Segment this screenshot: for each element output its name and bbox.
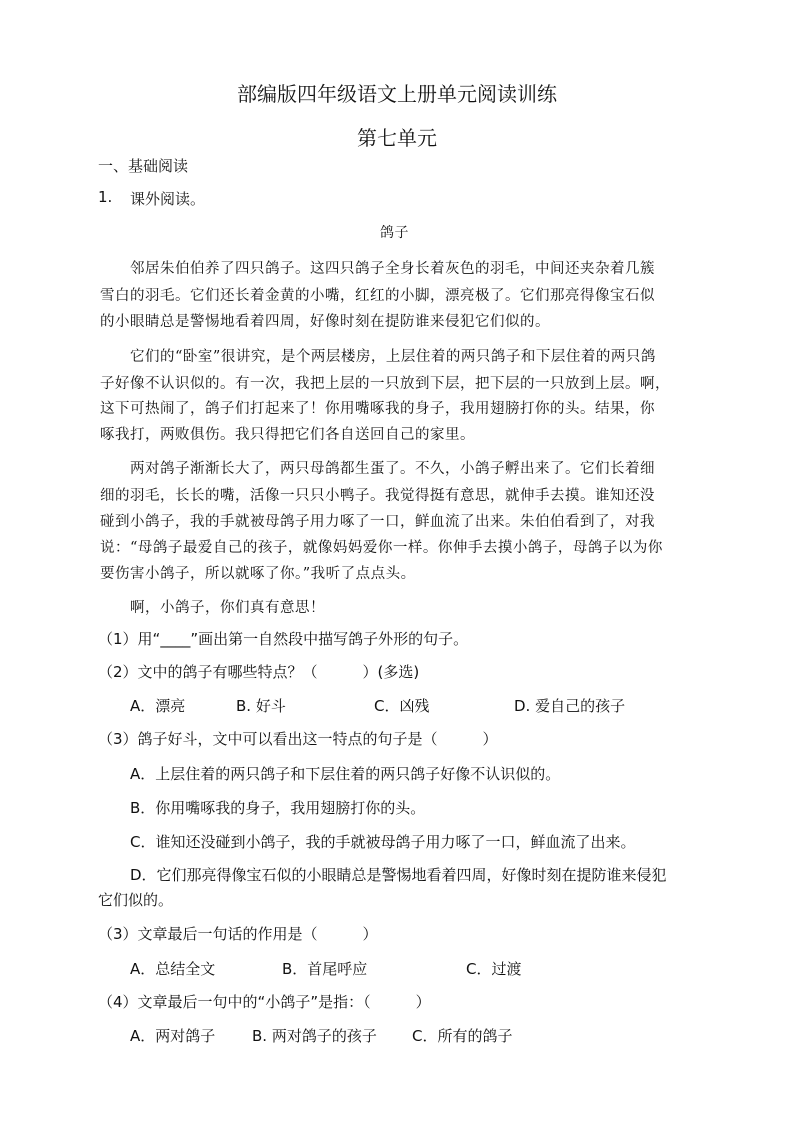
story-title: 鸽子 [380,225,409,241]
story-line: 啊，小鸽子，你们真有意思！ [130,600,325,616]
story-line: 雪白的羽毛。它们还长着金黄的小嘴，红红的小脚，漂亮极了。它们那亮得像宝石似 [100,288,655,304]
option-b[interactable]: B．首尾呼应 [282,960,368,978]
option-d[interactable]: D．它们那亮得像宝石似的小眼睛总是警惕地看着四周，好像时刻在提防谁来侵犯 [130,866,667,884]
story-line: 这下可热闹了，鸽子们打起来了！你用嘴啄我的身子，我用翅膀打你的头。结果，你 [100,401,655,417]
sub-question-4: （3）文章最后一句话的作用是（ ） [98,925,378,943]
question-number: 1. [98,188,113,206]
option-a[interactable]: A．两对鸽子 [130,1027,216,1045]
story-line: 啄我打，两败俱伤。我只得把它们各自送回自己的家里。 [100,427,475,443]
sub-question-3: （3）鸽子好斗，文中可以看出这一特点的句子是（ ） [98,730,498,748]
story-line: 子好像不认识似的。有一次，我把上层的一只放到下层，把下层的一只放到上层。啊， [100,376,670,392]
story-line: 邻居朱伯伯养了四只鸽子。这四只鸽子全身长着灰色的羽毛，中间还夹杂着几簇 [130,261,655,277]
sub-question-5: （4）文章最后一句中的“小鸽子”是指：（ ） [98,993,431,1011]
question-intro: 课外阅读。 [130,190,206,208]
story-line: 两对鸽子渐渐长大了，两只母鸽都生蛋了。不久，小鸽子孵出来了。它们长着细 [130,461,655,477]
sub-question-2: （2）文中的鸽子有哪些特点？（ ）(多选) [98,663,420,681]
option-c[interactable]: C．凶残 [374,697,430,715]
option-a[interactable]: A．漂亮 [130,697,186,715]
section-heading: 一、基础阅读 [98,157,189,175]
option-a[interactable]: A．总结全文 [130,960,216,978]
option-b[interactable]: B．你用嘴啄我的身子，我用翅膀打你的头。 [130,799,426,817]
option-c[interactable]: C．过渡 [466,960,522,978]
unit-subtitle: 第七单元 [357,126,437,150]
option-d-continued: 它们似的。 [98,891,174,909]
option-c[interactable]: C．谁知还没碰到小鸽子，我的手就被母鸽子用力啄了一口，鲜血流了出来。 [130,833,636,851]
sub-question-1: （1）用“____”画出第一自然段中描写鸽子外形的句子。 [98,630,469,648]
option-c[interactable]: C．所有的鸽子 [412,1027,513,1045]
story-line: 它们的“卧室”很讲究，是个两层楼房，上层住着的两只鸽子和下层住着的两只鸽 [130,349,656,365]
story-line: 说：“母鸽子最爱自己的孩子，就像妈妈爱你一样。你伸手去摸小鸽子，母鸽子以为你 [100,540,663,556]
option-b[interactable]: B. 两对鸽子的孩子 [252,1027,377,1045]
document-title: 部编版四年级语文上册单元阅读训练 [237,82,557,106]
option-d[interactable]: D. 爱自己的孩子 [514,697,626,715]
story-line: 碰到小鸽子，我的手就被母鸽子用力啄了一口，鲜血流了出来。朱伯伯看到了，对我 [100,514,655,530]
option-a[interactable]: A．上层住着的两只鸽子和下层住着的两只鸽子好像不认识似的。 [130,765,561,783]
story-line: 细的羽毛，长长的嘴，活像一只只小鸭子。我觉得挺有意思，就伸手去摸。谁知还没 [100,488,655,504]
option-b[interactable]: B. 好斗 [236,697,286,715]
story-line: 要伤害小鸽子，所以就啄了你。”我听了点点头。 [100,566,416,582]
story-line: 的小眼睛总是警惕地看着四周，好像时刻在提防谁来侵犯它们似的。 [100,314,550,330]
